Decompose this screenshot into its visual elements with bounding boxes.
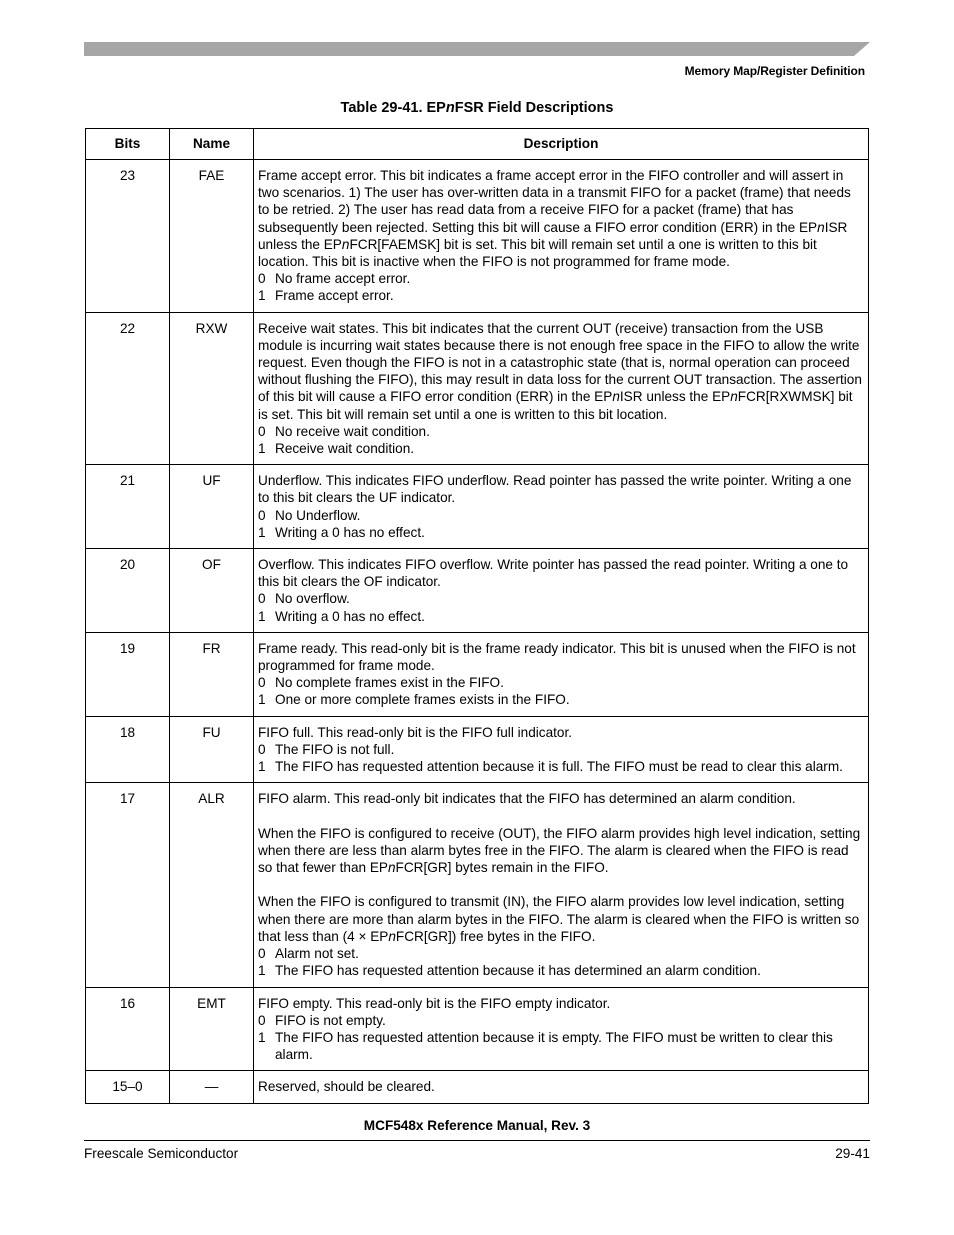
option-text: The FIFO has requested attention because it is full. The FIFO must be read to clear this alarm. bbox=[275, 759, 843, 775]
table-row bbox=[86, 632, 869, 716]
option-value: 0 bbox=[258, 1012, 266, 1028]
description-cell bbox=[254, 716, 869, 783]
option-value: 0 bbox=[258, 271, 266, 287]
header-bar bbox=[84, 42, 870, 56]
value-option bbox=[258, 524, 862, 541]
option-value: 1 bbox=[258, 963, 266, 979]
description-cell bbox=[254, 549, 869, 633]
option-text: Frame accept error. bbox=[275, 288, 394, 304]
bits-cell: 20 bbox=[86, 549, 170, 633]
name-cell: UF bbox=[170, 465, 254, 549]
option-text: No receive wait condition. bbox=[275, 423, 430, 439]
column-header-description: Description bbox=[254, 129, 869, 160]
name-cell: FR bbox=[170, 632, 254, 716]
name-cell: — bbox=[170, 1071, 254, 1103]
option-value: 1 bbox=[258, 1029, 266, 1045]
table-row bbox=[86, 160, 869, 313]
description-text: Receive wait states. This bit indicates that the current OUT (receive) transaction from the USB module is incurring wait states because there is not enough free space in the FIFO to allow the write request. Even though the FIFO is not in a catastrophic state (that is, normal operation can proceed without flushing the FIFO), this may result in data loss for the current OUT transaction. The assertion of this bit will cause a FIFO error condition (ERR) in the EPnISR unless the EPnFCR[RXWMSK] bit is set. This bit will remain set until a one is written to this bit location. bbox=[258, 320, 862, 422]
description-text: Underflow. This indicates FIFO underflow. Read pointer has passed the write pointer. Writing a one to this bit clears the UF indicator. bbox=[258, 473, 852, 506]
table-row bbox=[86, 987, 869, 1071]
name-cell: OF bbox=[170, 549, 254, 633]
option-text: No Underflow. bbox=[275, 507, 361, 523]
table-row bbox=[86, 716, 869, 783]
option-value: 0 bbox=[258, 675, 266, 691]
option-text: One or more complete frames exists in the FIFO. bbox=[275, 692, 570, 708]
name-cell: RXW bbox=[170, 312, 254, 465]
value-option bbox=[258, 945, 862, 962]
value-option bbox=[258, 691, 862, 708]
table-row bbox=[86, 549, 869, 633]
page-number: 29-41 bbox=[835, 1146, 870, 1161]
option-value: 0 bbox=[258, 423, 266, 439]
name-cell: FAE bbox=[170, 160, 254, 313]
value-option bbox=[258, 1029, 862, 1063]
option-text: No frame accept error. bbox=[275, 271, 411, 287]
table-caption: Table 29-41. EPnFSR Field Descriptions bbox=[340, 100, 614, 116]
description-text: Reserved, should be cleared. bbox=[258, 1079, 435, 1095]
option-text: FIFO is not empty. bbox=[275, 1012, 386, 1028]
option-text: The FIFO has requested attention because it is empty. The FIFO must be written to clear this alarm. bbox=[275, 1029, 833, 1063]
value-option bbox=[258, 608, 862, 625]
description-text: FIFO alarm. This read-only bit indicates that the FIFO has determined an alarm condition. bbox=[258, 791, 796, 807]
option-value: 1 bbox=[258, 759, 266, 775]
option-value: 1 bbox=[258, 608, 266, 624]
option-value: 1 bbox=[258, 288, 266, 304]
value-option bbox=[258, 1012, 862, 1029]
description-cell bbox=[254, 987, 869, 1071]
bits-cell: 21 bbox=[86, 465, 170, 549]
option-text: Alarm not set. bbox=[275, 946, 359, 962]
option-value: 1 bbox=[258, 524, 266, 540]
description-cell bbox=[254, 160, 869, 313]
description-text: When the FIFO is configured to transmit (IN), the FIFO alarm provides low level indication, setting when there are more than alarm bytes in the FIFO. The alarm is cleared when the FIFO is written so that less than (4 × EPnFCR[GR]) free bytes in the FIFO. bbox=[258, 894, 860, 944]
value-option bbox=[258, 440, 862, 457]
name-cell: EMT bbox=[170, 987, 254, 1071]
bits-cell: 15–0 bbox=[86, 1071, 170, 1103]
description-cell bbox=[254, 465, 869, 549]
option-text: Receive wait condition. bbox=[275, 441, 415, 457]
table-row bbox=[86, 312, 869, 465]
company-name: Freescale Semiconductor bbox=[84, 1146, 239, 1161]
value-option bbox=[258, 423, 862, 440]
option-value: 0 bbox=[258, 741, 266, 757]
bits-cell: 22 bbox=[86, 312, 170, 465]
option-text: No complete frames exist in the FIFO. bbox=[275, 675, 504, 691]
value-option bbox=[258, 741, 862, 758]
value-option bbox=[258, 758, 862, 775]
value-option bbox=[258, 287, 862, 304]
option-text: Writing a 0 has no effect. bbox=[275, 608, 425, 624]
column-header-name: Name bbox=[170, 129, 254, 160]
option-text: No overflow. bbox=[275, 591, 350, 607]
manual-title: MCF548x Reference Manual, Rev. 3 bbox=[363, 1118, 591, 1133]
option-text: The FIFO is not full. bbox=[275, 741, 395, 757]
bits-cell: 19 bbox=[86, 632, 170, 716]
description-cell bbox=[254, 312, 869, 465]
table-row bbox=[86, 783, 869, 987]
bits-cell: 17 bbox=[86, 783, 170, 987]
column-header-bits: Bits bbox=[86, 129, 170, 160]
option-value: 0 bbox=[258, 507, 266, 523]
description-cell bbox=[254, 1071, 869, 1103]
bits-cell: 23 bbox=[86, 160, 170, 313]
name-cell: ALR bbox=[170, 783, 254, 987]
value-option bbox=[258, 590, 862, 607]
table-header-row bbox=[86, 129, 869, 160]
value-option bbox=[258, 507, 862, 524]
description-cell bbox=[254, 783, 869, 987]
table-row bbox=[86, 465, 869, 549]
description-cell bbox=[254, 632, 869, 716]
description-text: When the FIFO is configured to receive (OUT), the FIFO alarm provides high level indication, setting when there are less than alarm bytes free in the FIFO. The alarm is cleared when the FIFO is read so that fewer than EPnFCR[GR] bytes remain in the FIFO. bbox=[258, 825, 861, 876]
option-value: 1 bbox=[258, 692, 266, 708]
value-option bbox=[258, 962, 862, 979]
footer-divider bbox=[84, 1140, 870, 1141]
value-option bbox=[258, 674, 862, 691]
bits-cell: 16 bbox=[86, 987, 170, 1071]
section-title: Memory Map/Register Definition bbox=[684, 64, 865, 78]
field-descriptions-table bbox=[85, 128, 869, 1104]
description-text: Frame ready. This read-only bit is the frame ready indicator. This bit is unused when the FIFO is not programmed for frame mode. bbox=[258, 640, 856, 674]
description-text: FIFO full. This read-only bit is the FIFO full indicator. bbox=[258, 724, 573, 740]
name-cell: FU bbox=[170, 716, 254, 783]
bits-cell: 18 bbox=[86, 716, 170, 783]
option-value: 0 bbox=[258, 591, 266, 607]
option-value: 0 bbox=[258, 946, 266, 962]
value-option bbox=[258, 270, 862, 287]
option-text: The FIFO has requested attention because it has determined an alarm condition. bbox=[275, 963, 761, 979]
table-row bbox=[86, 1071, 869, 1103]
option-text: Writing a 0 has no effect. bbox=[275, 524, 425, 540]
description-text: Frame accept error. This bit indicates a frame accept error in the FIFO controller and will assert in two scenarios. 1) The user has over-written data in a transmit FIFO for a packet (frame) that needs to be retried. 2) The user has read data from a receive FIFO for a packet (frame) that has subsequently been rejected. Setting this bit will cause a FIFO error condition (ERR) in the EPnISR unless the EPnFCR[FAEMSK] bit is set. This bit will remain set until a one is written to this bit location. This bit is inactive when the FIFO is not programmed for frame mode. bbox=[258, 168, 851, 270]
description-text: FIFO empty. This read-only bit is the FIFO empty indicator. bbox=[258, 995, 611, 1011]
description-text: Overflow. This indicates FIFO overflow. Write pointer has passed the read pointer. Writing a one to this bit clears the OF indicator. bbox=[258, 557, 849, 590]
option-value: 1 bbox=[258, 441, 266, 457]
